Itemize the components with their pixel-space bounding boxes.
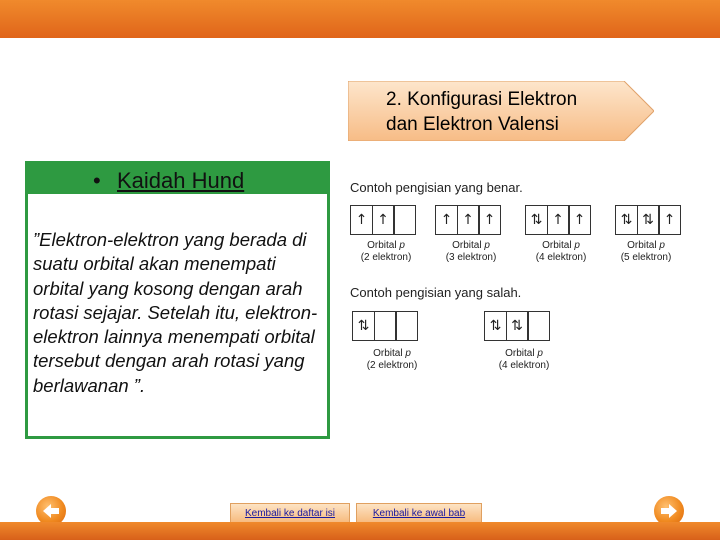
orbital-label: Orbital [627,240,660,251]
wrong-orbital-example [352,311,418,341]
orbital-label: Orbital [505,348,538,359]
orbital-caption-label [521,240,601,252]
section-title-line-1: 2. Konfigurasi Elektron [386,89,578,110]
orbital-label: Orbital [373,348,406,359]
orbital-sublevel: p [405,348,411,359]
orbital-label: Orbital [452,240,485,251]
orbital-box-row [525,205,591,235]
orbital-sublevel: p [537,348,543,359]
orbital-sublevel: p [399,240,405,251]
bullet-icon: • [93,168,101,193]
correct-orbital-example [350,205,416,235]
orbital-caption [346,240,426,264]
correct-orbital-example [615,205,681,235]
orbital-box: ↑ [350,205,373,235]
electron-count: (2 elektron) [366,360,418,371]
orbital-box-row [484,311,550,341]
orbital-caption-label [352,348,432,360]
orbital-box-row [350,205,416,235]
rule-panel-header [25,161,330,194]
rule-definition: ”Elektron-elektron yang berada di suatu orbital akan menempati orbital yang kosong dengan arah rotasi sejajar. Setelah itu, elektron-elektron lainnya menempati orbital tersebut dengan arah rotasi yang berlawanan ”. [33,229,318,396]
rule-panel [25,161,330,439]
orbital-box: ↑ [568,205,591,235]
orbital-label: Orbital [367,240,400,251]
electron-count: (2 elektron) [360,252,412,263]
orbital-caption [431,240,511,264]
orbital-caption-label [606,240,686,252]
orbital-sublevel: p [659,240,665,251]
bottom-banner [0,522,720,540]
orbital-box [395,311,418,341]
orbital-caption-label [431,240,511,252]
orbital-caption-label [484,348,564,360]
orbital-box: ↑ [658,205,681,235]
section-title-line-2: dan Elektron Valensi [386,114,559,135]
electron-count: (4 elektron) [498,360,550,371]
orbital-box-row [615,205,681,235]
orbital-box-row [435,205,501,235]
correct-orbital-example [435,205,501,235]
correct-examples-heading: Contoh pengisian yang benar. [350,180,523,195]
hund-rule-diagram [344,174,694,384]
section-title [386,87,636,137]
orbital-box [374,311,397,341]
toc-link[interactable]: Kembali ke daftar isi [230,503,350,525]
orbital-box: ⇅ [525,205,548,235]
rule-panel-body [28,194,327,436]
orbital-caption [352,348,432,372]
wrong-orbital-example [484,311,550,341]
orbital-caption-label [346,240,426,252]
orbital-box: ↑ [435,205,458,235]
orbital-box: ⇅ [637,205,660,235]
orbital-box: ↑ [547,205,570,235]
orbital-box: ⇅ [615,205,638,235]
orbital-box: ⇅ [352,311,375,341]
orbital-sublevel: p [574,240,580,251]
electron-count: (5 elektron) [620,252,672,263]
orbital-caption [484,348,564,372]
orbital-box: ↑ [372,205,395,235]
orbital-box [393,205,416,235]
chapter-start-link[interactable]: Kembali ke awal bab [356,503,482,525]
top-banner [0,0,720,38]
wrong-examples-heading: Contoh pengisian yang salah. [350,285,522,300]
orbital-box: ↑ [457,205,480,235]
orbital-box: ⇅ [506,311,529,341]
orbital-sublevel: p [484,240,490,251]
electron-count: (4 elektron) [535,252,587,263]
orbital-caption [521,240,601,264]
electron-count: (3 elektron) [445,252,497,263]
orbital-box-row [352,311,418,341]
orbital-box: ⇅ [484,311,507,341]
section-title-banner [348,81,654,141]
orbital-box: ↑ [478,205,501,235]
orbital-label: Orbital [542,240,575,251]
correct-orbital-example [525,205,591,235]
orbital-box [527,311,550,341]
orbital-caption [606,240,686,264]
rule-heading: Kaidah Hund [117,168,245,193]
